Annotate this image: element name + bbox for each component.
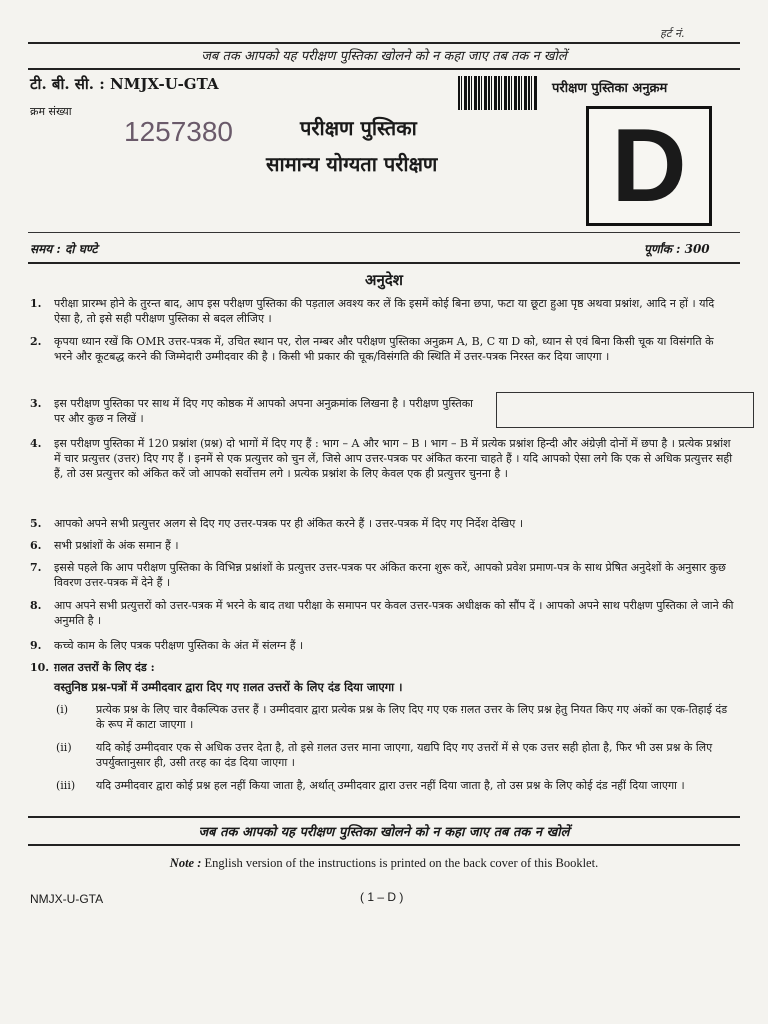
marks-label: पूर्णांक : 300 — [644, 242, 710, 256]
top-rule-2 — [28, 68, 740, 70]
item-6-number: 6. — [30, 539, 42, 552]
top-rule — [28, 42, 740, 44]
top-warning: जब तक आपको यह परीक्षण पुस्तिका खोलने को न कहा जाए तब तक न खोलें — [201, 49, 567, 64]
item-1-text: परीक्षा प्रारम्भ होने के तुरन्त बाद, आप इस परीक्षण पुस्तिका की पड़ताल अवश्य कर लें कि इसमें कोई बिना छपा, फटा या छूटा हुआ पृष्ठ अथवा प्रश्नांश, आदि न हों । यदि ऐसा है, तो इसे सही परीक्षण पुस्तिका से बदल लीजिए । — [54, 297, 715, 325]
corner-text: हर्ट नं. — [660, 27, 685, 40]
booklet-title: परीक्षण पुस्तिका — [300, 116, 417, 140]
item-9-number: 9. — [30, 639, 42, 652]
serial-label: क्रम संख्या — [30, 105, 72, 118]
header-bottom-rule — [28, 262, 740, 264]
item-5-text: आपको अपने सभी प्रत्युत्तर अलग से दिए गए उत्तर-पत्रक पर ही अंकित करने हैं । उत्तर-पत्रक में दिए गए निर्देश देखिए । — [54, 517, 523, 530]
bottom-warning: जब तक आपको यह परीक्षण पुस्तिका खोलने को न कहा जाए तब तक न खोलें — [198, 825, 570, 840]
item-10-number: 10. — [30, 661, 50, 674]
item-7-text: इससे पहले कि आप परीक्षण पुस्तिका के विभिन्न प्रश्नांशों के प्रत्युत्तर उत्तर-पत्रक पर अंकित करना शुरू करें, आपको प्रवेश प्रमाण-पत्र के साथ प्रेषित अनुदेशों के अनुसार कुछ विवरण उत्तर-पत्रक में देने हैं । — [54, 561, 726, 589]
item-4-number: 4. — [30, 437, 42, 450]
item-8-text: आप अपने सभी प्रत्युत्तरों को उत्तर-पत्रक में भरने के बाद तथा परीक्षा के समापन पर केवल उत्तर-पत्रक अधीक्षक को सौंप दें । आपको अपने साथ परीक्षण पुस्तिका ले जाने की अनुमति है । — [54, 599, 734, 627]
series-label: परीक्षण पुस्तिका अनुक्रम — [552, 81, 668, 96]
page-number: ( 1 – D ) — [360, 890, 404, 904]
exam-title: सामान्य योग्यता परीक्षण — [266, 152, 438, 176]
penalty-subheading: वस्तुनिष्ठ प्रश्न-पत्रों में उम्मीदवार द्वारा दिए गए ग़लत उत्तरों के लिए दंड दिया जाएगा । — [54, 680, 403, 694]
item-4-text: इस परीक्षण पुस्तिका में 120 प्रश्नांश (प्रश्न) दो भागों में दिए गए हैं : भाग – A और भाग – B । भाग – B में प्रत्येक प्रश्नांश हिन्दी और अंग्रेज़ी दोनों में छपा है । प्रत्येक प्रश्नांश में चार प्रत्युत्तर (उत्तर) दिए गए हैं । इनमें से एक प्रत्युत्तर को चुन लें, जिसे आप उत्तर-पत्रक पर अंकित करना चाहते हैं । यदि आपको ऐसा लगे कि एक से अधिक प्रत्युत्तर सही हैं, तो उस प्रत्युत्तर को अंकित करें जो आपको सर्वोत्तम लगे । प्रत्येक प्रश्नांश के लिए केवल एक ही प्रत्युत्तर चुनना है । — [54, 437, 733, 480]
barcode — [458, 76, 538, 110]
footer-code: NMJX-U-GTA — [30, 892, 104, 906]
serial-number: 1257380 — [124, 116, 234, 147]
bottom-rule — [28, 816, 740, 818]
item-6-text: सभी प्रश्नांशों के अंक समान हैं । — [54, 539, 179, 552]
item-8-number: 8. — [30, 599, 42, 612]
mid-rule — [28, 232, 740, 233]
tbc-label: टी. बी. सी. : NMJX-U-GTA — [30, 75, 219, 93]
penalty-ii-number: (ii) — [56, 741, 72, 754]
series-letter: D — [611, 108, 687, 224]
penalty-heading: ग़लत उत्तरों के लिए दंड : — [54, 661, 155, 674]
penalty-i-number: (i) — [56, 703, 69, 716]
item-2-text: कृपया ध्यान रखें कि OMR उत्तर-पत्रक में, उचित स्थान पर, रोल नम्बर और परीक्षण पुस्तिका अनुक्रम A, B, C या D को, ध्यान से एवं बिना किसी चूक या विसंगति के भरने और कूटबद्ध करने की जिम्मेदारी उम्मीदवार की है । किसी भी प्रकार की चूक/विसंगति की स्थिति में उत्तर-पत्रक निरस्त कर दिया जाएगा । — [54, 335, 714, 363]
time-label: समय : दो घण्टे — [30, 242, 98, 256]
penalty-iii-text: यदि उम्मीदवार द्वारा कोई प्रश्न हल नहीं किया जाता है, अर्थात् उम्मीदवार द्वारा उत्तर नहीं दिया जाता है, तो उस प्रश्न के लिए कोई दंड नहीं दिया जाएगा । — [96, 779, 685, 792]
penalty-iii-number: (iii) — [56, 779, 76, 792]
instructions-heading: अनुदेश — [365, 271, 403, 289]
bottom-rule-2 — [28, 844, 740, 846]
penalty-ii-text: यदि कोई उम्मीदवार एक से अधिक उत्तर देता है, तो इसे ग़लत उत्तर माना जाएगा, यद्यपि दिए गए उत्तरों में से एक उत्तर सही होता है, फिर भी उस प्रश्न के लिए उपर्युक्तानुसार ही, उसी तरह का दंड दिया जाएगा । — [96, 741, 713, 769]
series-letter-box — [586, 106, 712, 226]
item-1-number: 1. — [30, 297, 42, 310]
roll-number-box[interactable] — [496, 392, 754, 428]
note-label: Note : — [169, 856, 202, 870]
english-note — [0, 856, 768, 871]
note-text: English version of the instructions is printed on the back cover of this Booklet. — [204, 856, 599, 870]
item-5-number: 5. — [30, 517, 42, 530]
item-3-text: इस परीक्षण पुस्तिका पर साथ में दिए गए कोष्ठक में आपको अपना अनुक्रमांक लिखना है । परीक्षण पुस्तिका पर और कुछ न लिखें । — [54, 397, 474, 425]
penalty-i-text: प्रत्येक प्रश्न के लिए चार वैकल्पिक उत्तर हैं । उम्मीदवार द्वारा प्रत्येक प्रश्न के लिए दिए गए एक ग़लत उत्तर के लिए प्रश्न हेतु नियत किए गए अंकों का एक-तिहाई दंड के रूप में काटा जाएगा । — [96, 703, 728, 731]
item-7-number: 7. — [30, 561, 42, 574]
item-3-number: 3. — [30, 397, 42, 410]
item-2-number: 2. — [30, 335, 42, 348]
item-9-text: कच्चे काम के लिए पत्रक परीक्षण पुस्तिका के अंत में संलग्न हैं । — [54, 639, 304, 652]
